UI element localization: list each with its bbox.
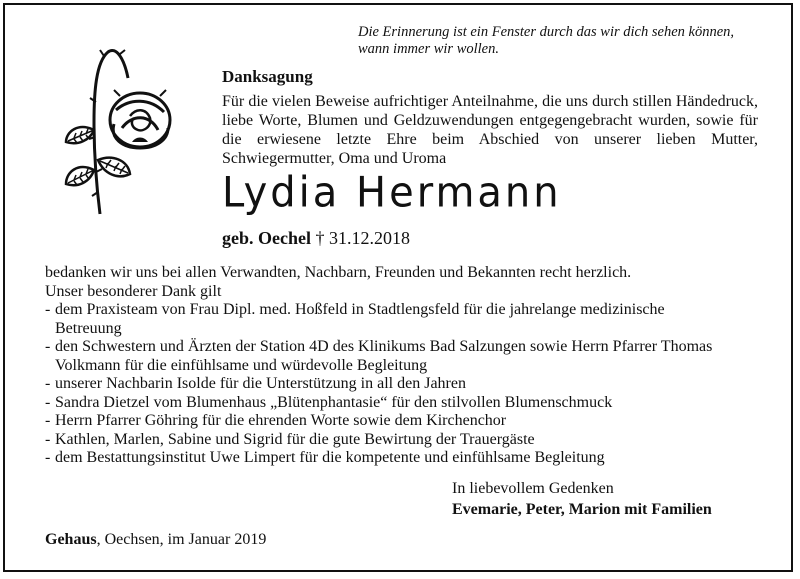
birth-name: geb. Oechel xyxy=(222,228,311,248)
place-date-line xyxy=(45,531,266,549)
list-item: - dem Bestattungsinstitut Uwe Limpert für die kompetente und einfühlsame Begleitung xyxy=(45,449,605,466)
thanks-list xyxy=(45,301,775,468)
list-item: - dem Praxisteam von Frau Dipl. med. Hoßfeld in Stadtlengsfeld für die jahrelange medizinische Betreuung xyxy=(45,301,665,337)
birth-death-line xyxy=(222,228,410,249)
list-item: - Kathlen, Marlen, Sabine und Sigrid für die gute Bewirtung der Trauergäste xyxy=(45,430,535,448)
death-date: † 31.12.2018 xyxy=(315,228,410,248)
rose-icon xyxy=(60,42,180,232)
heading-danksagung: Danksagung xyxy=(222,67,313,86)
list-item: - Sandra Dietzel vom Blumenhaus „Blütenphantasie“ für den stilvollen Blumenschmuck xyxy=(45,393,613,411)
list-item: - unserer Nachbarin Isolde für die Unterstützung in all den Jahren xyxy=(45,375,466,392)
closing-line: In liebevollem Gedenken xyxy=(452,480,614,497)
memorial-quote xyxy=(358,24,778,58)
special-thanks-line: Unser besonderer Dank gilt xyxy=(45,282,222,300)
intro-paragraph: Für die vielen Beweise aufrichtiger Anteilnahme, die uns durch stillen Händedruck, liebe Worte, Blumen und Geldzuwendungen entgegengebracht wurden, sowie für die erwiesene letzte Ehre beim Abschied von unserer lieben Mutter, Schwiegermutter, Oma und Uroma xyxy=(222,93,758,167)
thanks-line: bedanken wir uns bei allen Verwandten, Nachbarn, Freunden und Bekannten recht herzlich. xyxy=(45,264,632,281)
thanks-body xyxy=(45,264,775,468)
quote-line-2: wann immer wir wollen. xyxy=(358,41,499,57)
signature: Evemarie, Peter, Marion mit Familien xyxy=(452,501,712,518)
quote-line-1: Die Erinnerung ist ein Fenster durch das wir dich sehen können, xyxy=(358,24,735,40)
place-town: Gehaus xyxy=(45,531,97,548)
list-item: - den Schwestern und Ärzten der Station 4D des Klinikums Bad Salzungen sowie Herrn Pfarrer Thomas Volkmann für die einfühlsame und würdevolle Begleitung xyxy=(45,338,713,374)
place-rest: , Oechsen, im Januar 2019 xyxy=(96,531,267,548)
deceased-name: Lydia Hermann xyxy=(222,168,562,218)
list-item: - Herrn Pfarrer Göhring für die ehrenden Worte sowie dem Kirchenchor xyxy=(45,412,507,429)
closing-block xyxy=(452,478,712,520)
